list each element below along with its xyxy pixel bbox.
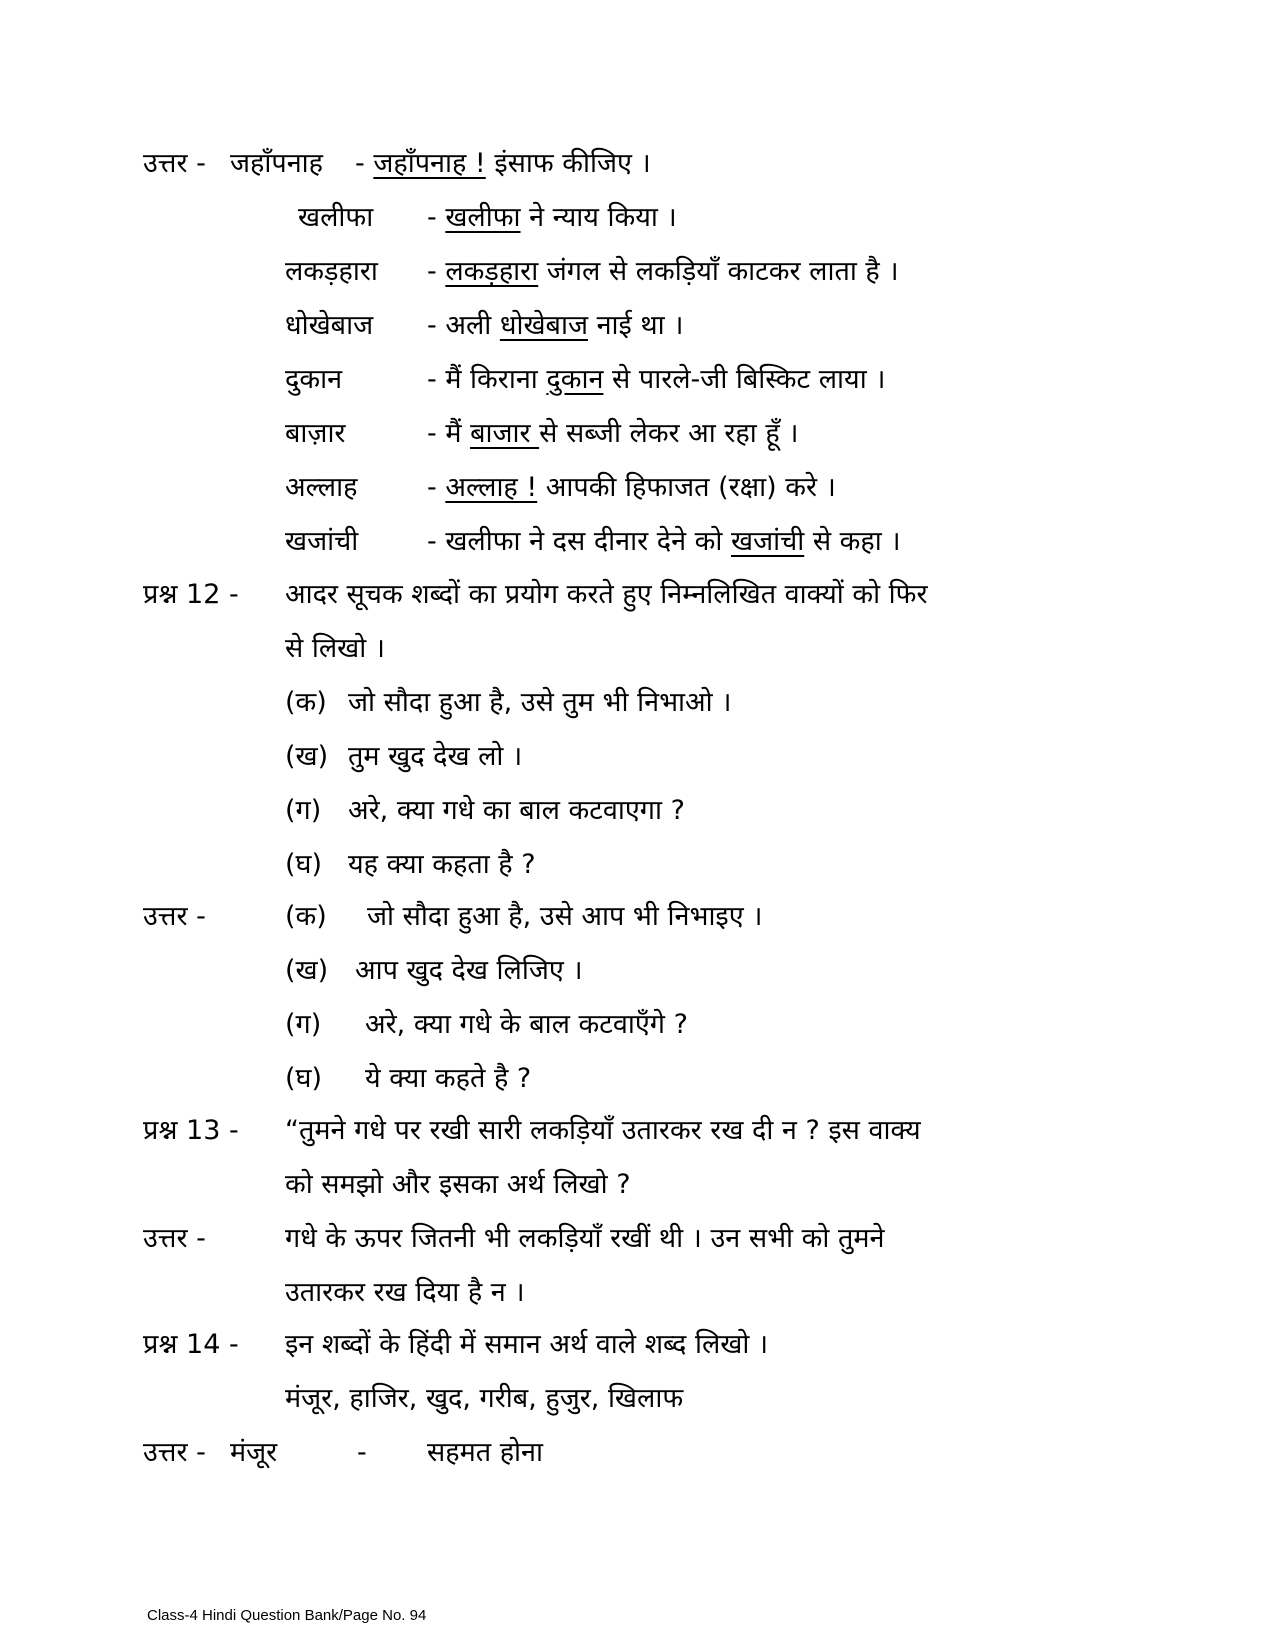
- word: दुकान: [285, 364, 343, 395]
- item-text: जो सौदा हुआ है, उसे आप भी निभाइए ।: [367, 901, 763, 932]
- item-text: अरे, क्या गधे के बाल कटवाएँगे ?: [365, 1009, 688, 1040]
- question-text: को समझो और इसका अर्थ लिखो ?: [285, 1169, 631, 1200]
- sentence: - लकड़हारा जंगल से लकड़ियाँ काटकर लाता है ।: [427, 256, 899, 287]
- sentence: - खलीफा ने दस दीनार देने को खजांची से कहा ।: [427, 526, 901, 557]
- item-marker: (ख): [285, 741, 329, 772]
- answer-text: उतारकर रख दिया है न ।: [285, 1277, 525, 1308]
- question-label: प्रश्न 13 -: [143, 1115, 239, 1146]
- word-list: मंजूर, हाजिर, खुद, गरीब, हुजुर, खिलाफ: [285, 1383, 684, 1414]
- item-text: अरे, क्या गधे का बाल कटवाएगा ?: [348, 795, 685, 826]
- word: धोखेबाज: [285, 310, 374, 341]
- answer-label: उत्तर -: [143, 1223, 206, 1254]
- item-marker: (घ): [285, 1063, 323, 1094]
- item-text: आप खुद देख लिजिए ।: [355, 955, 583, 986]
- item-text: तुम खुद देख लो ।: [348, 741, 523, 772]
- answer-label: उत्तर -: [143, 901, 206, 932]
- question-label: प्रश्न 12 -: [143, 579, 239, 610]
- item-text: जो सौदा हुआ है, उसे तुम भी निभाओ ।: [348, 687, 732, 718]
- question-text: से लिखो ।: [285, 633, 386, 664]
- item-marker: (ग): [285, 795, 322, 826]
- word: खलीफा: [298, 202, 374, 233]
- sentence: - अली धोखेबाज नाई था ।: [427, 310, 684, 341]
- sentence: - खलीफा ने न्याय किया ।: [427, 202, 677, 233]
- dash: -: [357, 1437, 367, 1468]
- sentence: - मैं बाजार से सब्जी लेकर आ रहा हूँ ।: [427, 418, 799, 449]
- question-text: इन शब्दों के हिंदी में समान अर्थ वाले शब्द लिखो ।: [285, 1329, 769, 1360]
- answer-label: उत्तर -: [143, 148, 206, 179]
- question-text: “तुमने गधे पर रखी सारी लकड़ियाँ उतारकर रख दी न ? इस वाक्य: [285, 1115, 921, 1146]
- answer-text: गधे के ऊपर जितनी भी लकड़ियाँ रखीं थी । उन सभी को तुमने: [285, 1223, 885, 1254]
- item-marker: (ख): [285, 955, 329, 986]
- item-marker: (क): [285, 687, 327, 718]
- word: मंजूर: [230, 1437, 278, 1468]
- item-text: ये क्या कहते है ?: [365, 1063, 532, 1094]
- sentence: - अल्लाह ! आपकी हिफाजत (रक्षा) करे ।: [427, 472, 836, 503]
- sentence: - मैं किराना दुकान से पारले-जी बिस्किट लाया ।: [427, 364, 886, 395]
- word: जहाँपनाह: [230, 148, 324, 179]
- question-label: प्रश्न 14 -: [143, 1329, 239, 1360]
- page-footer: Class-4 Hindi Question Bank/Page No. 94: [147, 1607, 427, 1624]
- question-text: आदर सूचक शब्दों का प्रयोग करते हुए निम्नलिखित वाक्यों को फिर: [285, 579, 928, 610]
- item-marker: (क): [285, 901, 327, 932]
- item-marker: (ग): [285, 1009, 322, 1040]
- sentence: - जहाँपनाह ! इंसाफ कीजिए ।: [355, 148, 651, 179]
- meaning: सहमत होना: [427, 1437, 544, 1468]
- word: लकड़हारा: [285, 256, 378, 287]
- item-text: यह क्या कहता है ?: [348, 849, 536, 880]
- word: बाज़ार: [285, 418, 346, 449]
- word: खजांची: [285, 526, 359, 557]
- item-marker: (घ): [285, 849, 323, 880]
- word: अल्लाह: [285, 472, 358, 503]
- answer-label: उत्तर -: [143, 1437, 206, 1468]
